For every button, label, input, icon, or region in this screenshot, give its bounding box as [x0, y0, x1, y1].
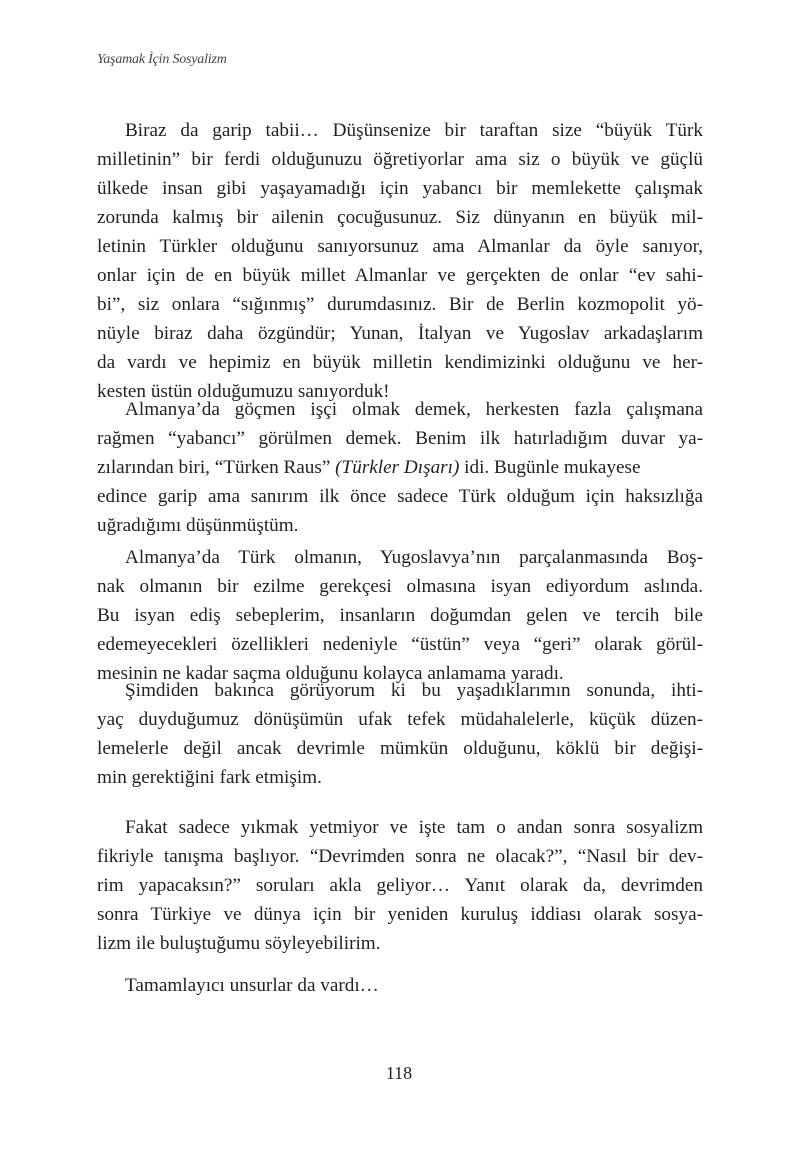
- text-line: lemelerle değil ancak devrimle mümkün olduğunu, köklü bir değişi-: [97, 738, 703, 759]
- text-line: bi”, siz onlara “sığınmış” durumdasınız. Bir de Berlin kozmopolit yö-: [97, 294, 703, 315]
- running-header: Yaşamak İçin Sosyalizm: [97, 52, 227, 67]
- text-line: lizm ile buluştuğumu söyleyebilirim.: [97, 933, 381, 954]
- text-segment: zılarından biri, “Türken Raus”: [97, 457, 336, 478]
- paragraph: [97, 971, 703, 1000]
- text-line: min gerektiğini fark etmişim.: [97, 767, 322, 788]
- text-line: da vardı ve hepimiz en büyük milletin kendimizinki olduğunu ve her-: [97, 352, 703, 373]
- text-line: rağmen “yabancı” görülmen demek. Benim ilk hatırladığım duvar ya-: [97, 428, 703, 449]
- text-line: fikriyle tanışma başlıyor. “Devrimden sonra ne olacak?”, “Nasıl bir dev-: [97, 846, 703, 867]
- text-line: Almanya’da göçmen işçi olmak demek, herkesten fazla çalışmana: [125, 399, 703, 420]
- paragraph: [97, 395, 703, 540]
- paragraph: [97, 676, 703, 792]
- text-line: Bu isyan ediş sebeplerim, insanların doğumdan gelen ve tercih bile: [97, 605, 703, 626]
- text-line: onlar için de en büyük millet Almanlar ve gerçekten de onlar “ev sahi-: [97, 265, 703, 286]
- text-line: ülkede insan gibi yaşayamadığı için yabancı bir memlekette çalışmak: [97, 178, 703, 199]
- text-line: Şimdiden bakınca görüyorum ki bu yaşadıklarımın sonunda, ihti-: [125, 680, 703, 701]
- paragraph: [97, 813, 703, 958]
- text-line: rim yapacaksın?” soruları akla geliyor… Yanıt olarak da, devrimden: [97, 875, 703, 896]
- page-number: 118: [385, 1063, 413, 1083]
- text-line: Fakat sadece yıkmak yetmiyor ve işte tam o andan sonra sosyalizm: [125, 817, 703, 838]
- text-line: nüyle biraz daha özgündür; Yunan, İtalyan ve Yugoslav arkadaşlarım: [97, 323, 703, 344]
- text-line: yaç duyduğumuz dönüşümün ufak tefek müdahalelerle, küçük düzen-: [97, 709, 703, 730]
- italic-translation: (Türkler Dışarı): [335, 457, 460, 478]
- text-line: mesinin ne kadar saçma olduğunu kolayca anlamama yaradı.: [97, 663, 564, 684]
- text-line: uğradığımı düşünmüştüm.: [97, 515, 299, 536]
- paragraph: [97, 116, 703, 406]
- text-line: Biraz da garip tabii… Düşünsenize bir taraftan size “büyük Türk: [125, 120, 703, 141]
- text-line: Almanya’da Türk olmanın, Yugoslavya’nın parçalanmasında Boş-: [125, 547, 703, 568]
- text-line: sonra Türkiye ve dünya için bir yeniden kuruluş iddiası olarak sosya-: [97, 904, 703, 925]
- text-segment: idi. Bugünle mukayese: [459, 457, 641, 478]
- text-line: Tamamlayıcı unsurlar da vardı…: [125, 975, 379, 996]
- text-line: milletinin” bir ferdi olduğunuzu öğretiyorlar ama siz o büyük ve güçlü: [97, 149, 703, 170]
- text-line: letinin Türkler olduğunu sanıyorsunuz ama Almanlar da öyle sanıyor,: [97, 236, 703, 257]
- text-line: edince garip ama sanırım ilk önce sadece Türk olduğum için haksızlığa: [97, 486, 703, 507]
- text-line: kesten üstün olduğumuzu sanıyorduk!: [97, 381, 390, 402]
- paragraph: [97, 543, 703, 688]
- text-line: nak olmanın bir ezilme gerekçesi olmasına isyan ediyordum aslında.: [97, 576, 703, 597]
- text-line: zorunda kalmış bir ailenin çocuğusunuz. Siz dünyanın en büyük mil-: [97, 207, 703, 228]
- text-line: [97, 453, 703, 482]
- text-line: edemeyecekleri özellikleri nedeniyle “üstün” veya “geri” olarak görül-: [97, 634, 703, 655]
